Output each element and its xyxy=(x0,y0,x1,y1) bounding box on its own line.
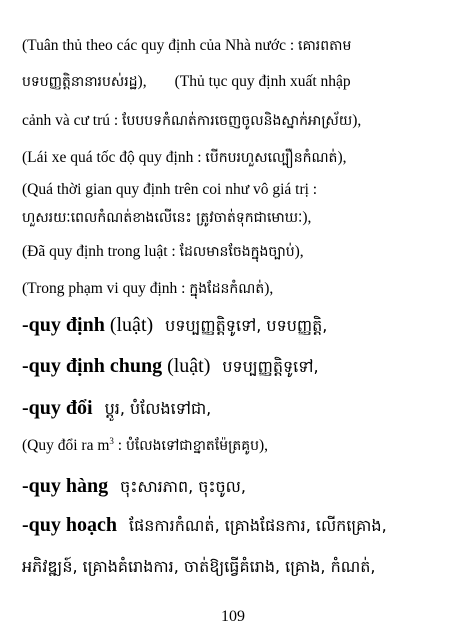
closing-punctuation: ), xyxy=(258,437,269,454)
dictionary-entry xyxy=(22,512,452,539)
domain-tag: (luật) xyxy=(162,355,211,377)
khmer-definition: អភិវឌ្ឍន៍, គ្រោងគំរោងការ, ចាត់ឱ្យធ្វើគំរោង, គ្រោង, កំណត់, xyxy=(22,557,376,576)
example-line xyxy=(22,279,452,299)
example-line xyxy=(22,242,452,262)
page-number: 109 xyxy=(221,608,245,625)
khmer-text: គោរពតាម xyxy=(298,38,352,54)
closing-punctuation: ), xyxy=(302,209,312,226)
separator-text: : xyxy=(113,437,126,454)
headword: -quy định chung xyxy=(22,355,163,377)
example-line xyxy=(22,72,452,92)
khmer-definition: បទប្បញ្ញត្តិទូទៅ, បទបញ្ញត្តិ, xyxy=(165,316,328,335)
domain-tag: (luật) xyxy=(104,314,154,336)
khmer-text: ដែលមានចែងក្នុងច្បាប់ xyxy=(179,244,295,260)
closing-punctuation: ), xyxy=(137,73,147,90)
closing-punctuation: ), xyxy=(264,280,274,297)
khmer-definition: ប្តូរ, បំលែងទៅជា, xyxy=(104,399,212,418)
superscript: 3 xyxy=(109,436,114,446)
vietnamese-text: (Quy đổi ra m xyxy=(22,437,110,454)
khmer-definition: បទប្បញ្ញត្តិទូទៅ, xyxy=(222,357,319,376)
example-line xyxy=(22,148,452,168)
dictionary-entry xyxy=(22,312,452,339)
vietnamese-text: cảnh và cư trú : xyxy=(22,112,123,129)
dictionary-entry xyxy=(22,395,452,422)
example-line xyxy=(22,436,452,456)
khmer-definition: ចុះសារភាព, ចុះចូល, xyxy=(120,477,246,496)
vietnamese-text: (Tuân thủ theo các quy định của Nhà nước : xyxy=(22,37,299,54)
vietnamese-text: (Trong phạm vi quy định : xyxy=(22,280,190,297)
khmer-text: បទបញ្ញត្តិនានារបស់រដ្ឋ xyxy=(22,74,138,90)
khmer-text: ក្នុងដែនកំណត់ xyxy=(189,281,265,297)
closing-punctuation: ), xyxy=(294,243,304,260)
example-line xyxy=(22,36,452,56)
khmer-text: បើកបរហួសល្បឿនកំណត់ xyxy=(205,150,338,166)
dictionary-entry xyxy=(22,353,452,380)
khmer-definition: ផែនការកំណត់, គ្រោងផែនការ, លើកគ្រោង, xyxy=(129,516,387,535)
closing-punctuation: ), xyxy=(337,149,347,166)
khmer-text: បែបបទកំណត់ការចេញចូលនិងស្នាក់អាស្រ័យ xyxy=(122,113,353,129)
dictionary-entry xyxy=(22,473,452,500)
example-line xyxy=(22,208,452,228)
example-line xyxy=(22,111,452,131)
headword: -quy hoạch xyxy=(22,514,118,536)
closing-punctuation: ), xyxy=(352,112,362,129)
continuation-line xyxy=(22,553,452,580)
headword: -quy hàng xyxy=(22,475,109,497)
khmer-text: បំលែងទៅជាខ្នាតម៉ែត្រគូប xyxy=(125,438,259,454)
vietnamese-text: (Quá thời gian quy định trên coi như vô giá trị : xyxy=(22,181,318,198)
vietnamese-text: (Đã quy định trong luật : xyxy=(22,243,180,260)
vietnamese-text: (Thủ tục quy định xuất nhập xyxy=(174,73,351,90)
headword: -quy đổi xyxy=(22,397,93,419)
headword: -quy định xyxy=(22,314,105,336)
khmer-text: ហួសរយៈពេលកំណត់ខាងលើនេះ ត្រូវចាត់ទុកជាមោឃៈ xyxy=(22,210,303,226)
example-line xyxy=(22,180,452,200)
vietnamese-text: (Lái xe quá tốc độ quy định : xyxy=(22,149,206,166)
